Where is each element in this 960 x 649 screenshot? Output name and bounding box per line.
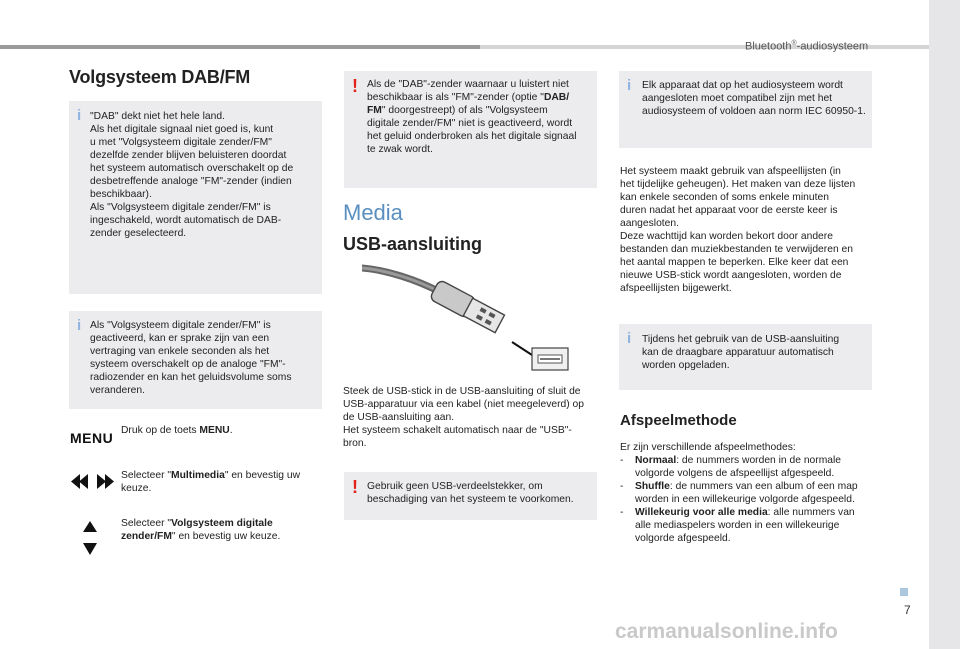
list-item: - Normaal: de nummers worden in de normale volgorde volgens de afspeellijst afgespeeld.	[620, 455, 842, 479]
text-line: Als "Volgsysteem digitale zender/FM" is	[90, 320, 271, 331]
text-line: Als "Volgsysteem digitale zender/FM" is	[90, 202, 271, 213]
warning-box-dab-fm	[344, 71, 597, 188]
info-icon: i	[627, 77, 632, 94]
text-line: USB-apparatuur via een kabel (niet meegeleverd) op	[343, 399, 584, 410]
playlist-paragraph	[620, 165, 878, 295]
step-select-follow-mode: Selecteer "Volgsysteem digitale zender/FM" en bevestig uw keuze.	[121, 518, 281, 542]
text-line: Als het digitale signaal niet goed is, kunt	[90, 124, 274, 135]
info-box-charging-text	[642, 333, 872, 372]
warning-icon: !	[352, 477, 358, 497]
text-line: Elk apparaat dat op het audiosysteem wordt	[642, 80, 843, 91]
text-line: geactiveerd, kan er sprake zijn van een	[90, 333, 270, 344]
info-box-compatibility	[619, 71, 872, 148]
text-line: aangesloten.	[620, 218, 679, 229]
text-line: het systeem automatisch overschakelt op de	[90, 163, 294, 174]
text-line: afspeellijsten bijgewerkt.	[620, 283, 732, 294]
text-line: "DAB" dekt niet het hele land.	[90, 111, 225, 122]
text-line: dezelfde zender blijven beluisteren doordat	[90, 150, 287, 161]
section-title-dab-fm: Volgsysteem DAB/FM	[69, 67, 251, 87]
text-line: Het systeem maakt gebruik van afspeellijsten (in	[620, 166, 841, 177]
step-press-menu: Druk op de toets MENU.	[121, 425, 233, 436]
page-end-marker	[900, 588, 908, 596]
text-line: het tijdelijke geheugen). Het maken van deze lijsten	[620, 179, 856, 190]
text-line: Tijdens het gebruik van de USB-aansluiting	[642, 334, 840, 345]
warning-icon: !	[352, 76, 358, 96]
text-line: nieuwe USB-stick wordt aangesloten, worden de	[620, 270, 842, 281]
text-line: de USB-aansluiting aan.	[343, 412, 455, 423]
playmode-list	[620, 441, 880, 545]
text-line: veranderen.	[90, 385, 145, 396]
text-line: duren nadat het apparaat voor de eerste keer is	[620, 205, 838, 216]
list-item: - Shuffle: de nummers van een album of een map worden in een willekeurige volgorde afgespeeld.	[620, 481, 858, 505]
text-line: het geluid onderbroken als het digitale signaal	[367, 131, 577, 142]
text-line: kan de draagbare apparatuur automatisch	[642, 347, 834, 358]
text-line: worden opgeladen.	[642, 360, 730, 371]
text-line: bestanden dan muziekbestanden te verwijderen en	[620, 244, 853, 255]
page-edge-band	[929, 0, 960, 649]
text-line: ingeschakeld, wordt automatisch de DAB-	[90, 215, 282, 226]
warning-box-dab-fm-text: Als de "DAB"-zender waarnaar u luistert niet beschikbaar is als "FM"-zender (optie "DAB/ FM" doorgestreept) of als "Volgsysteem digitale zender/FM" niet is geactiveerd, wordt het geluid onderbroken als het digitale signaal te zwak wordt.	[367, 78, 595, 156]
text-line: vertraging van enkele seconden als het	[90, 346, 270, 357]
text-line: kan enkele seconden of soms enkele minuten	[620, 192, 829, 203]
text-line: bron.	[343, 438, 367, 449]
watermark: carmanualsonline.info	[615, 620, 838, 643]
list-item: - Willekeurig voor alle media: alle nummers van alle mediaspelers worden in een willekeurige volgorde afgespeeld.	[620, 507, 855, 544]
info-icon: i	[77, 107, 82, 124]
info-icon: i	[77, 317, 82, 334]
text-line: Het systeem schakelt automatisch naar de "USB"-	[343, 425, 572, 436]
playmode-intro: Er zijn verschillende afspeelmethodes:	[620, 442, 796, 453]
text-line: systeem overschakelt op de analoge "FM"-	[90, 359, 286, 370]
info-icon: i	[627, 330, 632, 347]
text-line: zender geselecteerd.	[90, 228, 187, 239]
text-line: radiozender en kan het geluidsvolume soms	[90, 372, 292, 383]
text-line: het aantal mappen te beperken. Elke keer dat een	[620, 257, 849, 268]
info-box-charging	[619, 324, 872, 390]
text-line: beschadiging van het systeem te voorkomen.	[367, 494, 574, 505]
usb-section-title: USB-aansluiting	[343, 234, 483, 254]
usb-instructions	[343, 385, 601, 450]
text-line: digitale zender/FM" niet is geactiveerd, wordt	[367, 118, 573, 129]
info-box-compatibility-text	[642, 79, 872, 118]
text-line: te zwak wordt.	[367, 144, 433, 155]
info-box-dab-text	[90, 110, 322, 240]
info-box-delay-text	[90, 319, 322, 397]
page-number: 7	[904, 603, 911, 617]
usb-plug-illustration	[362, 262, 572, 374]
text-line: u met "Volgsysteem digitale zender/FM"	[90, 137, 272, 148]
text-line: beschikbaar).	[90, 189, 152, 200]
text-line: desbetreffende analoge "FM"-zender (indien	[90, 176, 292, 187]
left-right-arrows-icon	[71, 474, 114, 489]
warning-box-usb-hub-text	[367, 480, 595, 506]
step-select-multimedia: Selecteer "Multimedia" en bevestig uw keuze.	[121, 470, 301, 494]
playmode-section-title: Afspeelmethode	[620, 412, 737, 429]
text-line: Steek de USB-stick in de USB-aansluiting of sluit de	[343, 386, 581, 397]
text-line: aangesloten moet compatibel zijn met het	[642, 93, 833, 104]
info-box-delay	[69, 311, 322, 409]
header-rule-dark	[0, 45, 480, 49]
chapter-title: Bluetooth®-audiosysteem	[745, 40, 869, 53]
chapter-media-title: Media	[343, 200, 403, 225]
text-line: Deze wachttijd kan worden bekort door andere	[620, 231, 833, 242]
menu-key-icon: MENU	[70, 430, 114, 446]
text-line: Gebruik geen USB-verdeelstekker, om	[367, 481, 543, 492]
text-line: audiosysteem of voldoen aan norm IEC 60950-1.	[642, 106, 866, 117]
up-down-arrows-icon	[83, 521, 97, 555]
info-box-dab	[69, 101, 322, 294]
warning-box-usb-hub	[344, 472, 597, 520]
